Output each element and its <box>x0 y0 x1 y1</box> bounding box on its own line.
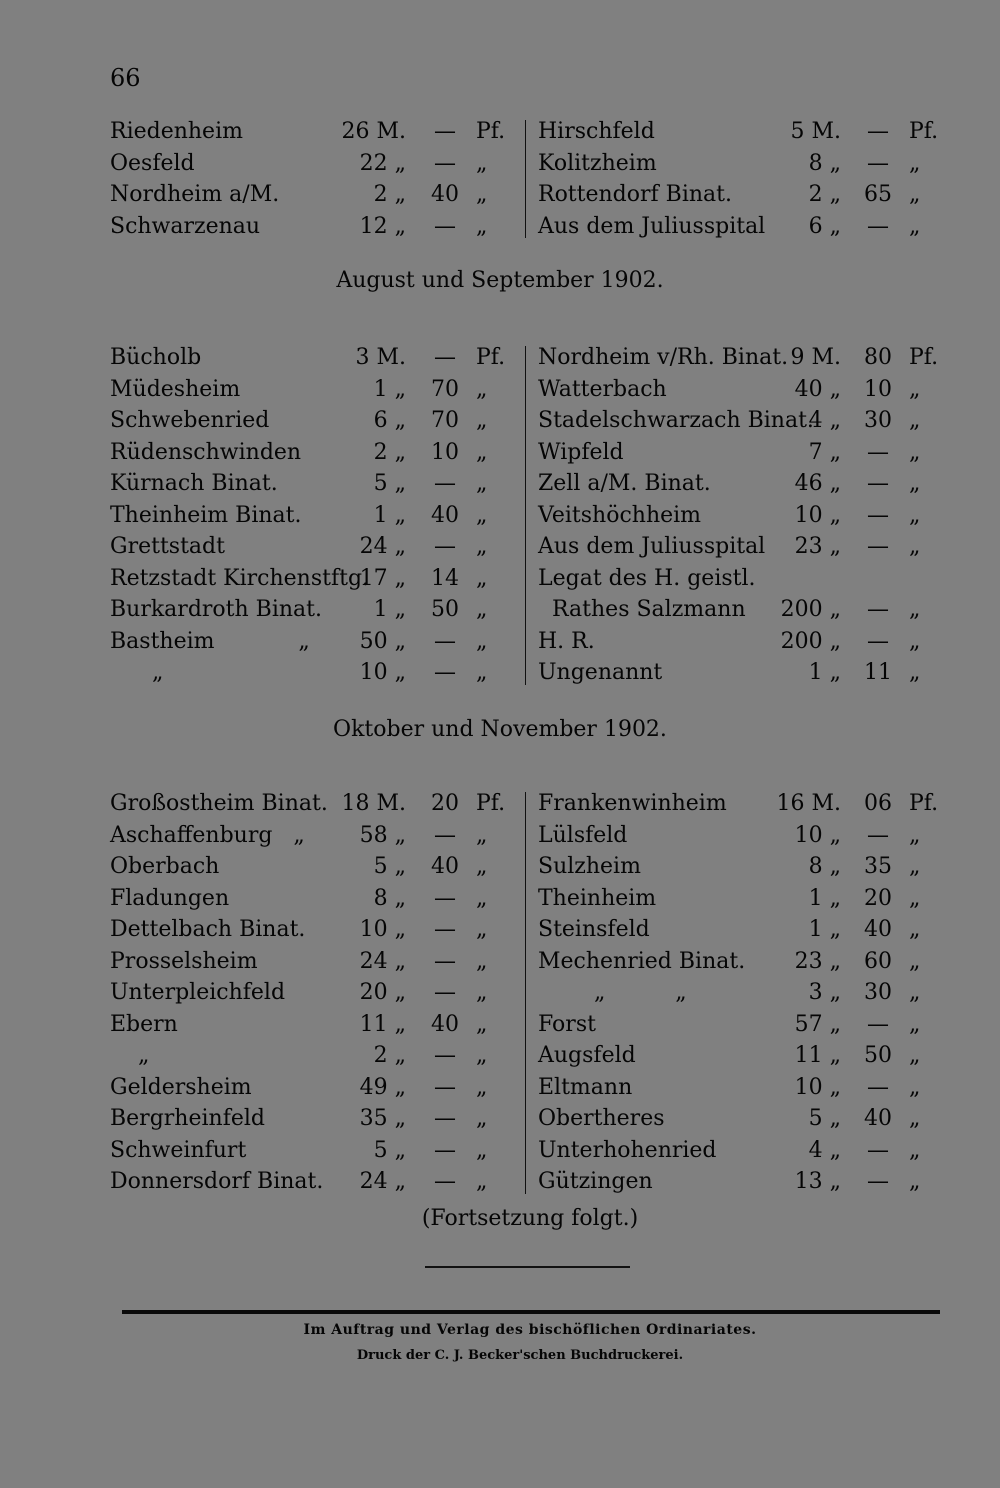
amount-pfennig: — <box>867 439 889 465</box>
place-name-left: Schwebenried <box>110 408 270 433</box>
amount-pfennig: 30 <box>864 980 892 1005</box>
amount-mark: 18 M. <box>341 791 406 816</box>
amount-pfennig: 40 <box>864 1106 892 1131</box>
place-name-right: Zell a/M. Binat. <box>538 471 711 496</box>
amount-pfennig: 20 <box>431 791 459 816</box>
amount-unit: „ <box>476 1106 488 1131</box>
amount-unit: „ <box>909 1106 921 1131</box>
place-name-right: Stadelschwarzach Binat. <box>538 408 814 433</box>
place-name-left: Oberbach <box>110 854 220 879</box>
amount-pfennig: 40 <box>864 917 892 942</box>
amount-pfennig: — <box>434 980 456 1005</box>
amount-unit: „ <box>909 948 921 974</box>
table-row <box>110 657 940 689</box>
amount-unit: „ <box>909 628 921 654</box>
footer-rule <box>122 1310 940 1314</box>
amount-pfennig: — <box>434 534 456 559</box>
table-row <box>110 405 940 437</box>
table-row <box>110 851 940 883</box>
place-name-left: Bastheim „ <box>110 628 310 654</box>
amount-pfennig: — <box>867 150 889 176</box>
amount-mark: 10 „ <box>794 502 841 528</box>
amount-unit: „ <box>476 597 488 622</box>
amount-unit: „ <box>476 1169 488 1194</box>
amount-pfennig: — <box>434 471 456 496</box>
imprint-printer: Druck der C. J. Becker'schen Buchdruckerei. <box>356 1348 684 1363</box>
amount-mark: 10 „ <box>794 822 841 848</box>
amount-mark: 4 „ <box>808 1137 841 1163</box>
table-row <box>110 211 940 243</box>
amount-pfennig: — <box>434 1106 456 1131</box>
amount-unit: „ <box>909 213 921 239</box>
amount-mark: 2 „ <box>808 182 841 207</box>
amount-unit: „ <box>909 1169 921 1194</box>
continued-note: (Fortsetzung folgt.) <box>421 1206 639 1231</box>
amount-pfennig: 06 <box>864 791 892 816</box>
amount-pfennig: 40 <box>431 1011 459 1037</box>
table-row <box>110 788 940 820</box>
amount-unit: „ <box>476 628 488 654</box>
amount-unit: „ <box>476 182 488 207</box>
place-name-right: Legat des H. geistl. <box>538 565 756 591</box>
place-name-left: Kürnach Binat. <box>110 471 278 496</box>
amount-pfennig: — <box>434 822 456 848</box>
place-name-right: Eltmann <box>538 1074 633 1100</box>
amount-unit: „ <box>909 502 921 528</box>
place-name-right: Ungenannt <box>538 660 663 685</box>
short-divider-rule <box>425 1266 630 1268</box>
amount-pfennig: 70 <box>431 376 459 402</box>
amount-pfennig: — <box>867 1074 889 1100</box>
imprint-publisher: Im Auftrag und Verlag des bischöflichen Ordinariates. <box>303 1322 757 1338</box>
amount-pfennig: 65 <box>864 182 892 207</box>
amount-unit: „ <box>476 1074 488 1100</box>
amount-mark: 5 M. <box>790 119 841 144</box>
amount-unit: „ <box>476 1011 488 1037</box>
place-name-left: Rüdenschwinden <box>110 439 302 465</box>
table-row <box>110 468 940 500</box>
place-name-right: Hirschfeld <box>538 119 655 144</box>
amount-pfennig: 80 <box>864 345 892 370</box>
amount-pfennig: — <box>434 885 456 911</box>
amount-unit: „ <box>909 471 921 496</box>
place-name-left: „ <box>110 1043 150 1068</box>
amount-unit: „ <box>476 502 488 528</box>
page-number: 66 <box>110 64 141 92</box>
amount-pfennig: 40 <box>431 854 459 879</box>
table-row <box>110 1166 940 1198</box>
amount-unit: „ <box>909 1043 921 1068</box>
amount-unit: „ <box>476 980 488 1005</box>
amount-mark: 20 „ <box>359 980 406 1005</box>
amount-mark: 6 „ <box>373 408 406 433</box>
place-name-right: Kolitzheim <box>538 150 657 176</box>
section-heading-oct-nov: Oktober und November 1902. <box>333 717 667 742</box>
amount-mark: 58 „ <box>359 822 406 848</box>
amount-unit: „ <box>909 150 921 176</box>
amount-mark: 24 „ <box>359 534 406 559</box>
amount-pfennig: 40 <box>431 182 459 207</box>
amount-mark: 200 „ <box>780 597 841 622</box>
amount-mark: 6 „ <box>808 213 841 239</box>
amount-unit: „ <box>909 534 921 559</box>
amount-pfennig: 20 <box>864 885 892 911</box>
amount-pfennig: — <box>434 1169 456 1194</box>
table-row <box>110 563 940 595</box>
place-name-left: Nordheim a/M. <box>110 182 280 207</box>
place-name-left: Müdesheim <box>110 376 241 402</box>
amount-pfennig: 14 <box>431 565 459 591</box>
amount-mark: 5 „ <box>373 471 406 496</box>
amount-mark: 13 „ <box>794 1169 841 1194</box>
place-name-left: Riedenheim <box>110 119 243 144</box>
place-name-right: „ „ <box>538 980 687 1005</box>
amount-pfennig: — <box>867 1137 889 1163</box>
amount-unit: „ <box>476 150 488 176</box>
amount-mark: 4 „ <box>808 408 841 433</box>
amount-unit: „ <box>909 597 921 622</box>
amount-unit: „ <box>476 1137 488 1163</box>
amount-unit: Pf. <box>476 345 506 370</box>
place-name-right: Aus dem Juliusspital <box>538 213 766 239</box>
amount-mark: 5 „ <box>373 854 406 879</box>
amount-pfennig: — <box>867 471 889 496</box>
place-name-right: Obertheres <box>538 1106 665 1131</box>
table-row <box>110 500 940 532</box>
amount-pfennig: — <box>867 597 889 622</box>
place-name-right: Forst <box>538 1011 596 1037</box>
amount-pfennig: 35 <box>864 854 892 879</box>
amount-unit: „ <box>476 439 488 465</box>
amount-mark: 2 „ <box>373 439 406 465</box>
place-name-left: Unterpleichfeld <box>110 980 286 1005</box>
amount-pfennig: 50 <box>864 1043 892 1068</box>
amount-mark: 46 „ <box>794 471 841 496</box>
amount-mark: 12 „ <box>359 213 406 239</box>
amount-mark: 24 „ <box>359 948 406 974</box>
place-name-left: Prosselsheim <box>110 948 258 974</box>
table-row <box>110 116 940 148</box>
amount-pfennig: 40 <box>431 502 459 528</box>
amount-mark: 35 „ <box>359 1106 406 1131</box>
amount-mark: 3 „ <box>808 980 841 1005</box>
amount-mark: 10 „ <box>359 917 406 942</box>
table-row <box>110 977 940 1009</box>
place-name-right: H. R. <box>538 628 595 654</box>
table-row <box>110 820 940 852</box>
amount-pfennig: — <box>867 1169 889 1194</box>
amount-mark: 1 „ <box>373 376 406 402</box>
amount-mark: 22 „ <box>359 150 406 176</box>
place-name-right: Augsfeld <box>538 1043 636 1068</box>
amount-mark: 11 „ <box>359 1011 406 1037</box>
amount-unit: Pf. <box>909 791 939 816</box>
place-name-right: Nordheim v/Rh. Binat. <box>538 345 789 370</box>
amount-pfennig: — <box>434 948 456 974</box>
amount-mark: 5 „ <box>373 1137 406 1163</box>
amount-pfennig: — <box>434 1074 456 1100</box>
amount-mark: 8 „ <box>373 885 406 911</box>
table-row <box>110 594 940 626</box>
table-row <box>110 1072 940 1104</box>
amount-unit: „ <box>476 213 488 239</box>
place-name-left: Retzstadt Kirchenstftg. <box>110 565 370 591</box>
amount-pfennig: — <box>867 628 889 654</box>
place-name-left: Grettstadt <box>110 534 225 559</box>
section-heading-aug-sep: August und September 1902. <box>336 268 664 293</box>
place-name-right: Watterbach <box>538 376 667 402</box>
amount-pfennig: 60 <box>864 948 892 974</box>
amount-pfennig: — <box>867 502 889 528</box>
donation-block-oct-nov <box>110 788 940 1198</box>
amount-unit: „ <box>909 1011 921 1037</box>
table-row <box>110 1040 940 1072</box>
amount-pfennig: — <box>434 1137 456 1163</box>
amount-unit: „ <box>476 408 488 433</box>
place-name-right: Gützingen <box>538 1169 653 1194</box>
amount-mark: 200 „ <box>780 628 841 654</box>
amount-mark: 26 M. <box>341 119 406 144</box>
amount-pfennig: — <box>434 345 456 370</box>
donation-block-aug-sep <box>110 342 940 689</box>
amount-mark: 1 „ <box>808 885 841 911</box>
amount-pfennig: 10 <box>431 439 459 465</box>
amount-unit: „ <box>476 660 488 685</box>
amount-unit: „ <box>909 822 921 848</box>
place-name-left: Geldersheim <box>110 1074 252 1100</box>
amount-pfennig: — <box>867 822 889 848</box>
amount-pfennig: — <box>867 534 889 559</box>
amount-unit: Pf. <box>476 119 506 144</box>
amount-unit: Pf. <box>909 345 939 370</box>
place-name-left: Großostheim Binat. <box>110 791 328 816</box>
place-name-right: Wipfeld <box>538 439 624 465</box>
table-row <box>110 342 940 374</box>
place-name-left: Bergrheinfeld <box>110 1106 265 1131</box>
table-row <box>110 179 940 211</box>
amount-pfennig: — <box>434 917 456 942</box>
amount-unit: Pf. <box>909 119 939 144</box>
amount-mark: 24 „ <box>359 1169 406 1194</box>
amount-unit: „ <box>476 534 488 559</box>
amount-unit: „ <box>909 439 921 465</box>
table-row <box>110 1009 940 1041</box>
amount-mark: 3 M. <box>355 345 406 370</box>
amount-mark: 7 „ <box>808 439 841 465</box>
amount-mark: 9 M. <box>790 345 841 370</box>
amount-mark: 23 „ <box>794 948 841 974</box>
amount-unit: „ <box>909 854 921 879</box>
amount-unit: „ <box>909 660 921 685</box>
table-row <box>110 1135 940 1167</box>
amount-unit: „ <box>909 408 921 433</box>
amount-mark: 11 „ <box>794 1043 841 1068</box>
amount-unit: „ <box>476 565 488 591</box>
amount-mark: 1 „ <box>373 502 406 528</box>
amount-unit: „ <box>476 376 488 402</box>
amount-pfennig: 10 <box>864 376 892 402</box>
place-name-right: Aus dem Juliusspital <box>538 534 766 559</box>
place-name-right: Sulzheim <box>538 854 641 879</box>
table-row <box>110 946 940 978</box>
amount-pfennig: — <box>434 1043 456 1068</box>
amount-unit: „ <box>476 917 488 942</box>
amount-unit: „ <box>476 948 488 974</box>
amount-mark: 16 M. <box>776 791 841 816</box>
amount-unit: „ <box>909 885 921 911</box>
place-name-left: Fladungen <box>110 885 230 911</box>
table-row <box>110 148 940 180</box>
amount-mark: 2 „ <box>373 182 406 207</box>
place-name-left: Dettelbach Binat. <box>110 917 306 942</box>
amount-mark: 10 „ <box>359 660 406 685</box>
place-name-left: Donnersdorf Binat. <box>110 1169 324 1194</box>
place-name-right: Rathes Salzmann <box>538 597 746 622</box>
amount-pfennig: — <box>867 213 889 239</box>
amount-mark: 40 „ <box>794 376 841 402</box>
place-name-right: Theinheim <box>538 885 657 911</box>
place-name-right: Mechenried Binat. <box>538 948 746 974</box>
amount-unit: „ <box>476 822 488 848</box>
place-name-left: Theinheim Binat. <box>110 502 302 528</box>
place-name-right: Lülsfeld <box>538 822 628 848</box>
amount-pfennig: 50 <box>431 597 459 622</box>
place-name-left: Aschaffenburg „ <box>110 822 305 848</box>
table-row <box>110 437 940 469</box>
amount-unit: „ <box>909 980 921 1005</box>
table-row <box>110 1103 940 1135</box>
amount-pfennig: 70 <box>431 408 459 433</box>
place-name-right: Frankenwinheim <box>538 791 727 816</box>
amount-unit: „ <box>476 885 488 911</box>
amount-mark: 1 „ <box>808 917 841 942</box>
place-name-right: Veitshöchheim <box>538 502 702 528</box>
amount-pfennig: — <box>867 119 889 144</box>
amount-mark: 50 „ <box>359 628 406 654</box>
amount-pfennig: — <box>434 213 456 239</box>
amount-pfennig: — <box>434 150 456 176</box>
place-name-right: Rottendorf Binat. <box>538 182 732 207</box>
amount-mark: 8 „ <box>808 150 841 176</box>
amount-pfennig: — <box>434 119 456 144</box>
amount-mark: 57 „ <box>794 1011 841 1037</box>
table-row <box>110 883 940 915</box>
place-name-right: Steinsfeld <box>538 917 650 942</box>
place-name-left: Oesfeld <box>110 150 195 176</box>
amount-pfennig: — <box>434 660 456 685</box>
amount-mark: 8 „ <box>808 854 841 879</box>
place-name-left: Schwarzenau <box>110 213 261 239</box>
place-name-left: Schweinfurt <box>110 1137 247 1163</box>
place-name-left: Burkardroth Binat. <box>110 597 322 622</box>
amount-unit: „ <box>476 854 488 879</box>
place-name-right: Unterhohenried <box>538 1137 717 1163</box>
amount-mark: 1 „ <box>373 597 406 622</box>
amount-mark: 1 „ <box>808 660 841 685</box>
amount-unit: „ <box>909 182 921 207</box>
amount-pfennig: — <box>867 1011 889 1037</box>
amount-pfennig: — <box>434 628 456 654</box>
amount-mark: 10 „ <box>794 1074 841 1100</box>
place-name-left: Ebern <box>110 1011 178 1037</box>
amount-unit: „ <box>909 917 921 942</box>
table-row <box>110 374 940 406</box>
amount-unit: „ <box>909 376 921 402</box>
amount-pfennig: 30 <box>864 408 892 433</box>
place-name-left: Bücholb <box>110 345 202 370</box>
table-row <box>110 531 940 563</box>
amount-mark: 49 „ <box>359 1074 406 1100</box>
table-row <box>110 914 940 946</box>
amount-pfennig: 11 <box>864 660 892 685</box>
table-row <box>110 626 940 658</box>
place-name-left: „ <box>110 660 164 685</box>
amount-unit: „ <box>909 1074 921 1100</box>
amount-unit: „ <box>909 1137 921 1163</box>
amount-unit: Pf. <box>476 791 506 816</box>
donation-block-1 <box>110 116 940 242</box>
amount-unit: „ <box>476 1043 488 1068</box>
amount-mark: 5 „ <box>808 1106 841 1131</box>
amount-mark: 2 „ <box>373 1043 406 1068</box>
amount-mark: 17 „ <box>359 565 406 591</box>
amount-mark: 23 „ <box>794 534 841 559</box>
amount-unit: „ <box>476 471 488 496</box>
